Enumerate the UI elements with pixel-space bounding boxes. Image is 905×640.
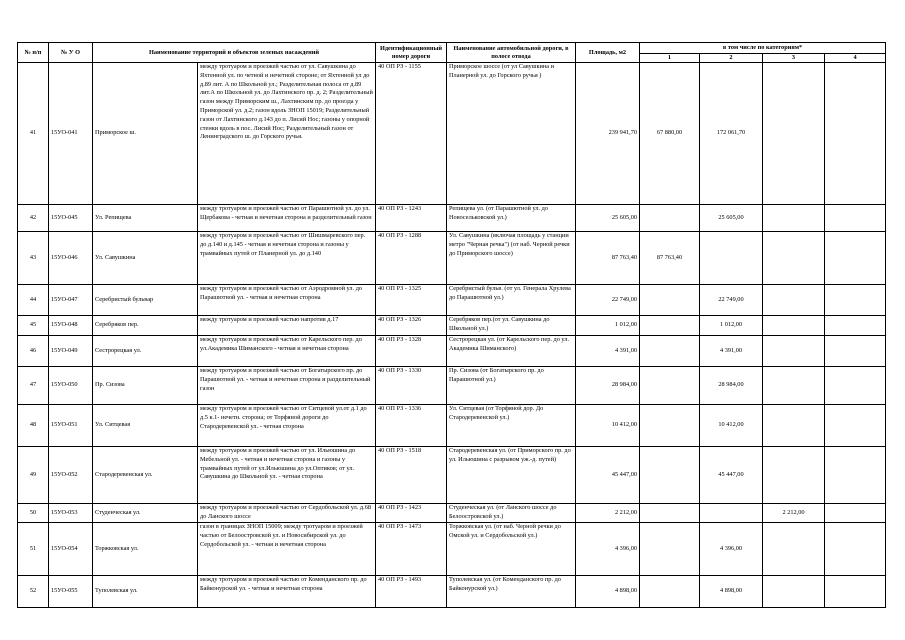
cell-cat-1: 67 880,00	[640, 63, 700, 205]
cell-cat-4	[825, 336, 886, 367]
cell-cat-1	[640, 504, 700, 523]
cell-cat-3	[763, 523, 825, 576]
cell-uo: 15УО-041	[49, 63, 93, 205]
cell-road-name: Ул. Ситцевая (от Торфяной дор. До Стародеревенской ул.)	[447, 405, 576, 447]
cell-name: Туполевская ул.	[93, 576, 198, 608]
cell-cat-3	[763, 232, 825, 285]
cell-description: между тротуаром и проезжей частью от Коменданского пр. до Байконурской ул. - четная и нечетная сторона	[198, 576, 376, 608]
cell-cat-2: 45 447,00	[700, 447, 763, 504]
cell-no: 44	[18, 285, 49, 316]
cell-uo: 15УО-046	[49, 232, 93, 285]
cell-description: между тротуаром и проезжей частью от Карельского пер. до ул.Академика Шиманского - четная и нечетная сторона	[198, 336, 376, 367]
table-row	[18, 232, 886, 285]
cell-road-id: 40 ОП РЗ - 1330	[376, 367, 447, 405]
cell-description: газон в границах ЗНОП 15009; между тротуаром и проезжей частью от Белоостровской ул. и Новосибирской ул. до Сердобольской ул. - четная и нечетная сторона	[198, 523, 376, 576]
cell-cat-4	[825, 523, 886, 576]
cell-road-id: 40 ОП РЗ - 1473	[376, 523, 447, 576]
cell-road-id: 40 ОП РЗ - 1423	[376, 504, 447, 523]
cell-road-id: 40 ОП РЗ - 1493	[376, 576, 447, 608]
cell-cat-3	[763, 576, 825, 608]
header-area: Площадь, м2	[576, 43, 640, 63]
cell-road-name: Туполевская ул. (от Коменданского пр. до Байконурской ул.)	[447, 576, 576, 608]
cell-uo: 15УО-045	[49, 205, 93, 232]
cell-uo: 15УО-050	[49, 367, 93, 405]
cell-area: 2 212,00	[576, 504, 640, 523]
cell-road-name: Пр. Сизова (от Богатырского пр. до Парашютной ул.)	[447, 367, 576, 405]
cell-name: Ул. Савушкина	[93, 232, 198, 285]
cell-cat-1	[640, 447, 700, 504]
cell-road-name: Торжковская ул. (от наб. Черной речки до Омской ул. и Сердобольской ул.)	[447, 523, 576, 576]
cell-road-id: 40 ОП РЗ - 1336	[376, 405, 447, 447]
cell-no: 45	[18, 316, 49, 336]
cell-cat-3	[763, 205, 825, 232]
table-row	[18, 523, 886, 576]
cell-area: 239 941,70	[576, 63, 640, 205]
cell-uo: 15УО-054	[49, 523, 93, 576]
cell-cat-3	[763, 63, 825, 205]
cell-cat-1: 87 763,40	[640, 232, 700, 285]
register-table	[17, 42, 886, 608]
header-no: № п/п	[18, 43, 49, 63]
cell-cat-3	[763, 405, 825, 447]
cell-cat-2: 4 396,00	[700, 523, 763, 576]
header-road: Наименование автомобильной дороги, в полосе отвода	[447, 43, 576, 63]
cell-area: 28 984,00	[576, 367, 640, 405]
cell-cat-4	[825, 285, 886, 316]
cell-cat-1	[640, 523, 700, 576]
cell-cat-1	[640, 205, 700, 232]
cell-cat-2: 4 391,00	[700, 336, 763, 367]
cell-road-name: Ул. Савушкина (включая площадь у станции метро "Черная речка") (от наб. Черной речки до Приморского шоссе)	[447, 232, 576, 285]
cell-uo: 15УО-055	[49, 576, 93, 608]
cell-cat-4	[825, 576, 886, 608]
cell-description: между тротуаром и проезжей частью напротив д.17	[198, 316, 376, 336]
table-row	[18, 576, 886, 608]
cell-name: Стародеревенская ул.	[93, 447, 198, 504]
cell-cat-3	[763, 316, 825, 336]
cell-cat-2: 22 749,00	[700, 285, 763, 316]
table-row	[18, 316, 886, 336]
cell-cat-3	[763, 285, 825, 316]
cell-road-id: 40 ОП РЗ - 1243	[376, 205, 447, 232]
cell-description: между тротуаром и проезжей частью от Парашютной ул. до ул. Щербакова - четная и нечетная сторона и разделительный газон	[198, 205, 376, 232]
table-row	[18, 367, 886, 405]
cell-road-id: 40 ОП РЗ - 1518	[376, 447, 447, 504]
cell-road-name: Стародеревенская ул. (от Приморского пр. до ул. Ильюшина с разрывом уж.-д. путей)	[447, 447, 576, 504]
cell-uo: 15УО-049	[49, 336, 93, 367]
cell-road-name: Серебряков пер.(от ул. Савушкина до Школьной ул.)	[447, 316, 576, 336]
cell-cat-2: 28 984,00	[700, 367, 763, 405]
header-cat-2: 2	[700, 54, 763, 63]
cell-cat-4	[825, 232, 886, 285]
cell-no: 47	[18, 367, 49, 405]
cell-description: между тротуаром и проезжей частью от Богатырского пр. до Парашютной ул. - четная и нечетная сторона и разделительный газон	[198, 367, 376, 405]
table-header	[18, 43, 886, 63]
cell-name: Серебряков пер.	[93, 316, 198, 336]
cell-cat-4	[825, 367, 886, 405]
header-name: Наименование территорий и объектов зеленых насаждений	[93, 43, 376, 63]
cell-area: 1 012,00	[576, 316, 640, 336]
cell-uo: 15УО-048	[49, 316, 93, 336]
cell-area: 45 447,00	[576, 447, 640, 504]
cell-uo: 15УО-052	[49, 447, 93, 504]
cell-area: 4 898,00	[576, 576, 640, 608]
cell-cat-4	[825, 405, 886, 447]
cell-name: Пр. Сизова	[93, 367, 198, 405]
cell-cat-4	[825, 63, 886, 205]
cell-name: Студенческая ул.	[93, 504, 198, 523]
table-body	[18, 63, 886, 608]
cell-road-name: Студенческая ул. (от Ланского шоссе до Белоостровской ул.)	[447, 504, 576, 523]
cell-cat-2: 172 061,70	[700, 63, 763, 205]
cell-description: между тротуаром и проезжей частью от Ситцевой ул.от д.1 до д.5 к.1- нечетн. сторона; от Торфяной дороги до Стародеревенской ул. - четная сторона	[198, 405, 376, 447]
cell-cat-1	[640, 576, 700, 608]
table-row	[18, 447, 886, 504]
cell-area: 4 396,00	[576, 523, 640, 576]
cell-cat-4	[825, 504, 886, 523]
cell-cat-2: 10 412,00	[700, 405, 763, 447]
cell-area: 25 605,00	[576, 205, 640, 232]
header-categories: в том числе по категориям*	[640, 43, 886, 54]
table-row	[18, 504, 886, 523]
header-uo: № У О	[49, 43, 93, 63]
cell-cat-1	[640, 367, 700, 405]
cell-road-id: 40 ОП РЗ - 1325	[376, 285, 447, 316]
cell-cat-3	[763, 367, 825, 405]
cell-description: между тротуаром и проезжей частью от Шишмаревского пер. до д.140 и д.145 - четная и нечетная сторона и газоны у трамвайных путей от Планерной ул. до д.140	[198, 232, 376, 285]
table-row	[18, 285, 886, 316]
cell-no: 42	[18, 205, 49, 232]
cell-road-name: Сестрорецкая ул. (от Карельского пер. до ул. Академика Шиманского)	[447, 336, 576, 367]
header-cat-1: 1	[640, 54, 700, 63]
cell-area: 22 749,00	[576, 285, 640, 316]
cell-cat-2: 25 605,00	[700, 205, 763, 232]
cell-name: Серебристый бульвар	[93, 285, 198, 316]
table-row	[18, 205, 886, 232]
cell-description: между тротуаром и проезжей частью от Сердобольской ул. д.68 до Ланского шоссе	[198, 504, 376, 523]
cell-name: Ул. Ситцевая	[93, 405, 198, 447]
table-row	[18, 405, 886, 447]
cell-name: Торжковская ул.	[93, 523, 198, 576]
cell-cat-4	[825, 205, 886, 232]
cell-road-name: Репищева ул. (от Парашютной ул. до Новосельковской ул.)	[447, 205, 576, 232]
cell-name: Ул. Репищева	[93, 205, 198, 232]
cell-area: 4 391,00	[576, 336, 640, 367]
cell-road-id: 40 ОП РЗ - 1155	[376, 63, 447, 205]
cell-no: 50	[18, 504, 49, 523]
cell-cat-3	[763, 447, 825, 504]
cell-description: между тротуаром и проезжей частью от ул. Савушкина до Яхтенной ул. по четной и нечетной стороне; от Яхтенной ул до д.89 лит. А по Школьной ул.; Разделительная полоса от д.89 лит.А по Школьной ул. до Лахтинского пр. д. 2; Разделительный газон между Приморским ш., Лахтинским пр. до проезда у Приморской ул. д.2; газон вдоль ЗНОП 15019; Разделительный газон от Лахтинского д.143 до п. Лисий Нос; газоны у опорной стенки вдоль в пос. Лисий Нос; Разделительный газон от Ленинградского ш. до Горского ручья.	[198, 63, 376, 205]
header-cat-4: 4	[825, 54, 886, 63]
cell-cat-2	[700, 504, 763, 523]
cell-cat-1	[640, 316, 700, 336]
cell-cat-1	[640, 405, 700, 447]
cell-description: между тротуаром и проезжей частью от ул. Ильюшина до Мебельной ул. - четная и нечетная сторона и газоны у трамвайных путей от ул.Ильюшина до ул.Оптиков; от ул. Савушкина до Школьной ул. - четная сторона	[198, 447, 376, 504]
cell-no: 49	[18, 447, 49, 504]
cell-uo: 15УО-047	[49, 285, 93, 316]
cell-no: 51	[18, 523, 49, 576]
cell-cat-3: 2 212,00	[763, 504, 825, 523]
cell-cat-2: 1 012,00	[700, 316, 763, 336]
cell-cat-3	[763, 336, 825, 367]
cell-no: 52	[18, 576, 49, 608]
cell-road-name: Серебристый бульв. (от ул. Генерала Хрулева до Парашютной ул.)	[447, 285, 576, 316]
table-row	[18, 63, 886, 205]
cell-name: Сестрорецкая ул.	[93, 336, 198, 367]
cell-road-name: Приморское шоссе (от ул Савушкина и Планерной ул. до Горского ручья )	[447, 63, 576, 205]
cell-cat-2: 4 898,00	[700, 576, 763, 608]
cell-uo: 15УО-051	[49, 405, 93, 447]
cell-no: 43	[18, 232, 49, 285]
cell-cat-1	[640, 336, 700, 367]
cell-road-id: 40 ОП РЗ - 1288	[376, 232, 447, 285]
cell-road-id: 40 ОП РЗ - 1326	[376, 316, 447, 336]
cell-area: 10 412,00	[576, 405, 640, 447]
cell-cat-2	[700, 232, 763, 285]
cell-no: 48	[18, 405, 49, 447]
cell-uo: 15УО-053	[49, 504, 93, 523]
cell-cat-1	[640, 285, 700, 316]
cell-cat-4	[825, 447, 886, 504]
header-id: Идентификационный номер дороги	[376, 43, 447, 63]
table-row	[18, 336, 886, 367]
header-cat-3: 3	[763, 54, 825, 63]
cell-road-id: 40 ОП РЗ - 1328	[376, 336, 447, 367]
cell-no: 41	[18, 63, 49, 205]
cell-no: 46	[18, 336, 49, 367]
cell-cat-4	[825, 316, 886, 336]
cell-area: 87 763,40	[576, 232, 640, 285]
cell-name: Приморское ш.	[93, 63, 198, 205]
cell-description: между тротуаром и проезжей частью от Аэродромной ул. до Парашютной ул. - четная и нечетная сторона	[198, 285, 376, 316]
